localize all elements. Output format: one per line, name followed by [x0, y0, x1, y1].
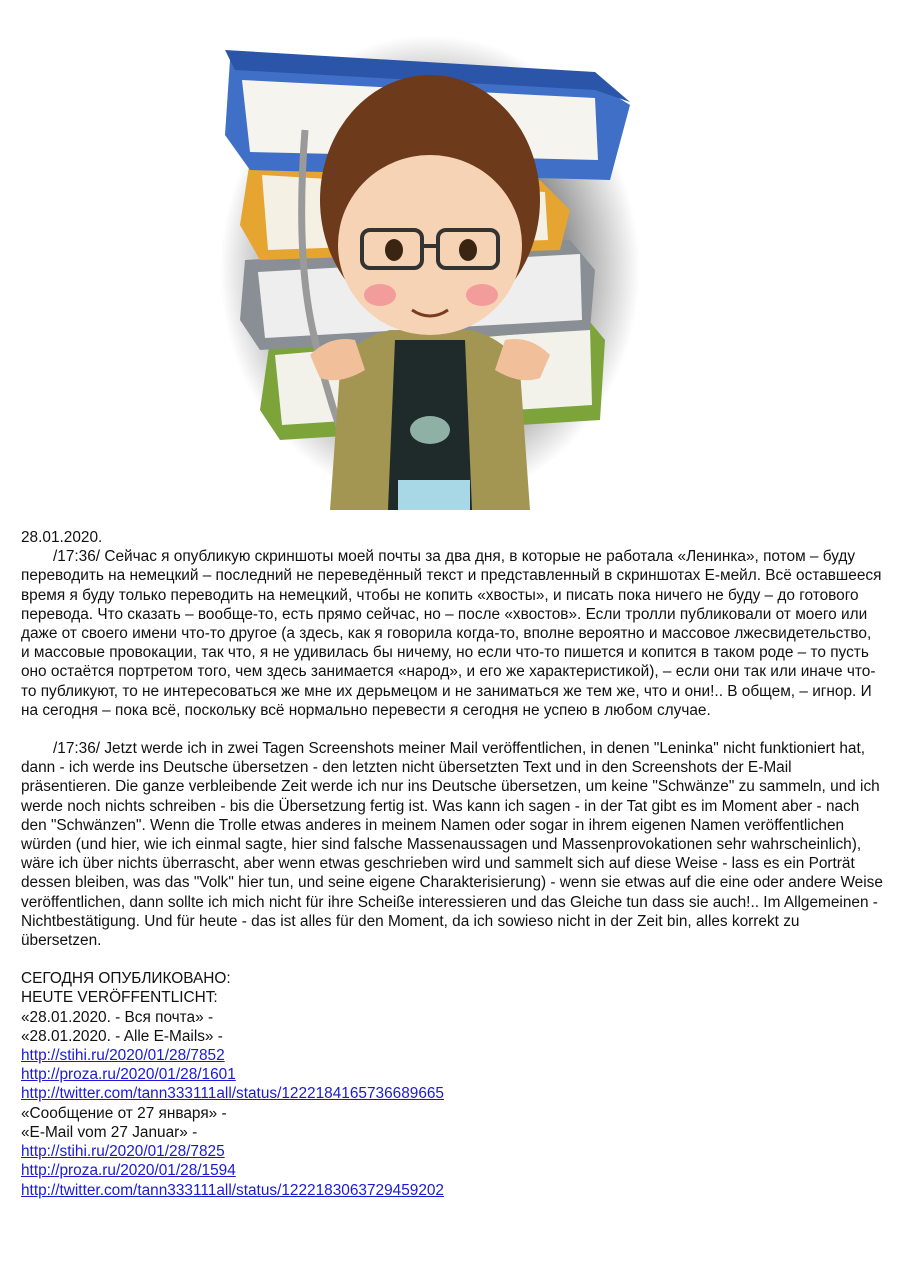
published-heading-de: HEUTE VERÖFFENTLICHT:: [21, 989, 218, 1007]
document-body: [21, 528, 883, 1200]
published-heading-ru: СЕГОДНЯ ОПУБЛИКОВАНО:: [21, 970, 231, 988]
link-stihi-7825[interactable]: http://stihi.ru/2020/01/28/7825: [21, 1143, 225, 1161]
link-stihi-7852[interactable]: http://stihi.ru/2020/01/28/7852: [21, 1047, 225, 1065]
link-proza-1594[interactable]: http://proza.ru/2020/01/28/1594: [21, 1162, 236, 1180]
group2-title-de: «E-Mail vom 27 Januar» -: [21, 1123, 198, 1141]
document-date: 28.01.2020.: [21, 529, 103, 546]
link-proza-1601[interactable]: http://proza.ru/2020/01/28/1601: [21, 1066, 236, 1084]
girl-with-books-illustration: [210, 10, 650, 510]
link-twitter-1222183063729459202[interactable]: http://twitter.com/tann333111all/status/1222183063729459202: [21, 1181, 444, 1199]
group1-title-ru: «28.01.2020. - Вся почта» -: [21, 1008, 214, 1026]
german-paragraph: /17:36/ Jetzt werde ich in zwei Tagen Screenshots meiner Mail veröffentlichen, in denen "Leninka" nicht funktioniert hat, dann - ich werde ins Deutsche übersetzen - den letzten nicht übersetzten Text und in den Screenshots der E-Mail präsentieren. Die ganze verbleibende Zeit werde ich nur ins Deutsche übersetzen, um keine "Schwänze" zu sammeln, und ich werde noch nichts schreiben - bis die Übersetzung fertig ist. Was kann ich sagen - in der Tat gibt es im Moment aber - nach den "Schwänzen". Wenn die Trolle etwas anderes in meinem Namen oder sogar in ihrem eigenen Namen veröffentlichen würden (und hier, wie ich einmal sagte, hier sind falsche Massenaussagen und Massenprovokationen sehr wahrscheinlich), wäre ich über nichts überrascht, aber wenn etwas geschrieben wird und sammelt sich auf diese Weise - lass es ein Porträt dessen bleiben, was das "Volk" hier tun, und seine eigene Charakterisierung) - wenn sie etwas auf die eine oder andere Weise veröffentlichen, dann sollte ich mich nicht für ihre Scheiße interessieren und das Gleiche tun dass sie auch!.. Im Allgemeinen - Nichtbestätigung. Und für heute - das ist alles für den Moment, da ich sowieso nicht in der Zeit bin, alles korrekt zu übersetzen.: [21, 740, 883, 950]
russian-paragraph: /17:36/ Сейчас я опубликую скриншоты моей почты за два дня, в которые не работала «Ленинка», потом – буду переводить на немецкий – последний не переведённый текст и представленный в скриншотах Е-мейл. Всё оставшееся время я буду только переводить на немецкий, чтобы не копить «хвосты», и писать пока ничего не буду – до готового перевода. Что сказать – вообще-то, есть прямо сейчас, но – после «хвостов». Если тролли публиковали от моего или даже от своего имени что-то другое (а здесь, как я говорила когда-то, вполне вероятно и массовое лжесвидетельство, и массовые провокации, так что, я не удивилась бы ничему, но если что-то пишется и копится в таком роде – то пусть оно остаётся портретом того, чем здесь занимается «народ», и его же характеристикой), – если они так или иначе что-то публикуют, то не интересоваться же мне их дерьмецом и не заниматься же тем же, что и они!.. В общем, – игнор. И на сегодня – пока всё, поскольку всё нормально перевести я сегодня не успею в любом случае.: [21, 548, 882, 719]
link-twitter-1222184165736689665[interactable]: http://twitter.com/tann333111all/status/1222184165736689665: [21, 1085, 444, 1103]
group1-title-de: «28.01.2020. - Alle E-Mails» -: [21, 1027, 223, 1045]
group2-title-ru: «Сообщение от 27 января» -: [21, 1104, 227, 1122]
